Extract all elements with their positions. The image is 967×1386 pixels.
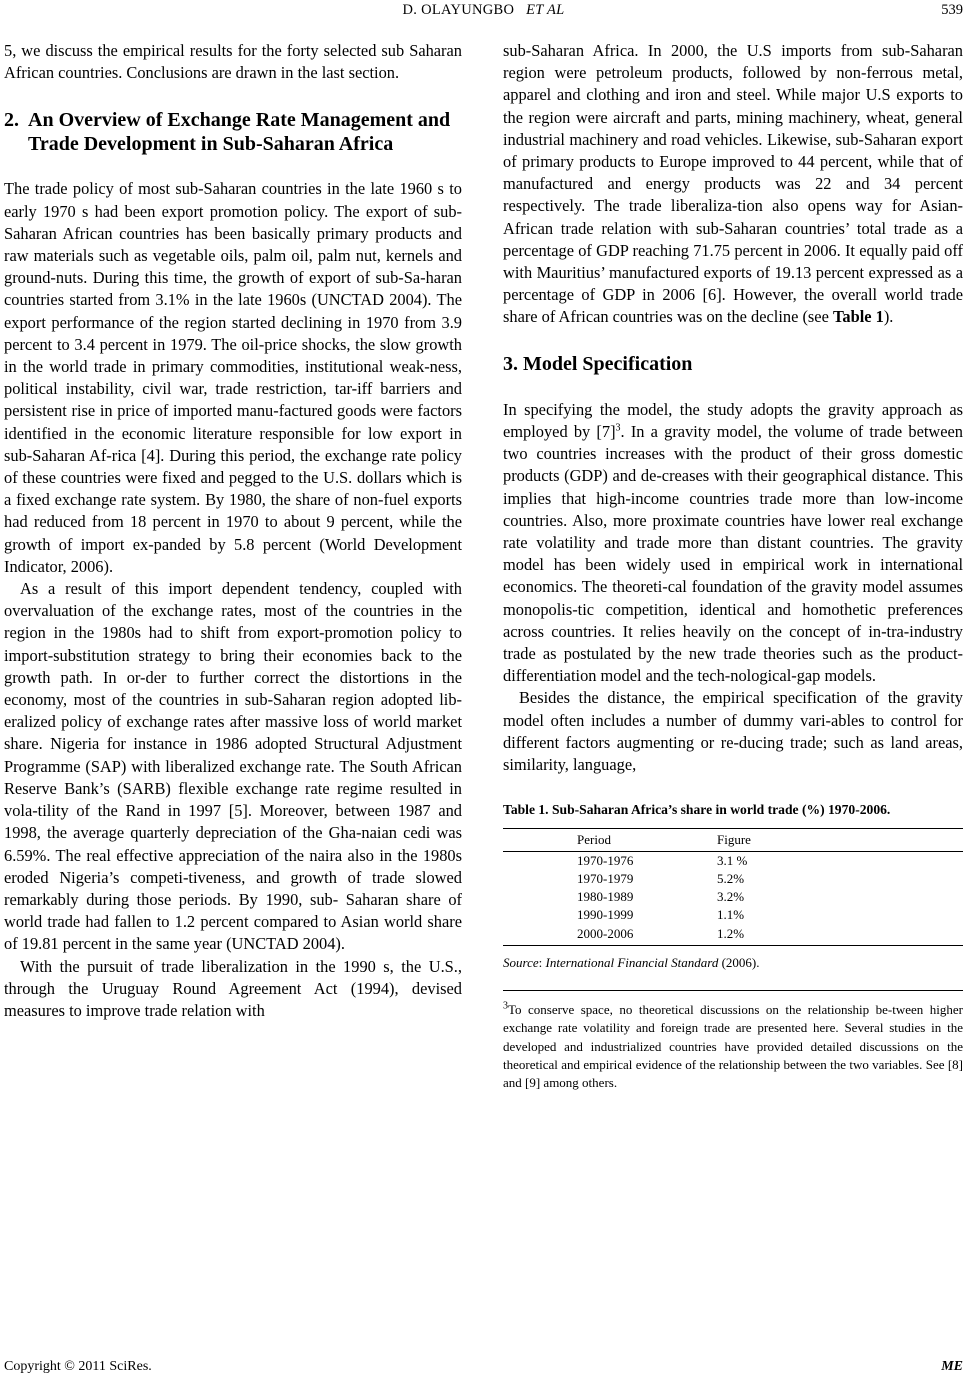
table-row [503, 851, 963, 870]
table-cell: 2000-2006 [503, 925, 717, 946]
table-row [503, 870, 963, 888]
page-number: 539 [941, 2, 963, 18]
running-head-authors [0, 2, 967, 19]
text-run: sub-Saharan Africa. In 2000, the U.S imports from sub-Saharan region were petroleum products, followed by non-ferrous metal, apparel and clothing and iron and steel. While major U.S exports to the region were aircraft and parts, mining machinery, wheat, general industrial machinery and road vehicles. Likewise, sub-Saharan export of primary products to Europe improved to 44 percent, while that of manufactured and energy products was 22 and 34 percent respectively. The trade liberaliza-tion also opens way for Asian-African trade relation with sub-Saharan countries’ total trade as a percentage of GDP reaching 71.75 percent in 2006. It equally paid off with Mauritius’ manufactured exports of 19.13 percent expressed as a percentage of GDP in 2006 [6]. However, the overall world trade share of African countries was on the decline (see [503, 41, 963, 327]
section-2-heading [4, 108, 462, 156]
page-footer [4, 1359, 963, 1381]
source-year: (2006). [718, 955, 760, 971]
column-header: Period [503, 829, 717, 851]
section-3-heading: 3. Model Specification [503, 352, 693, 375]
table-source: Source: International Financial Standard (2006). [503, 955, 760, 971]
text-run: ). [883, 307, 894, 327]
text-run: In specifying the model, the study adopts the gravity approach as employed by [7] [503, 399, 963, 442]
column-header: Figure [717, 829, 963, 851]
copyright-notice: Copyright © 2011 SciRes. [4, 1359, 152, 1374]
body-paragraph: The trade policy of most sub-Saharan countries in the late 1960 s to early 1970 s had been export promotion policy. The export of sub-Saharan African countries has been basically primary products and raw materials such as vegetable oils, palm oil, palm nut, kernels and ground-nuts. During this time, the growth of export of sub-Sa-haran countries started from 3.1% in the late 1960s (UNCTAD 2004). The export performance of the region started declining in 1970 from 3.9 percent to 3.4 percent in 1979. The oil-price shocks, the slow growth in the world trade in primary commodities, institutional weak-ness, political instability, civil war, trade restriction, tar-iff barriers and persistent rise in price of imported manu-factured goods were factors identified in the economic literature responsible for low export in sub-Saharan Af-rica [4]. During this period, the exchange rate policy of these countries were fixed and pegged to the U.S. dollars which is a fixed exchange rate system. By 1980, the share of non-fuel exports had reduced from 18 percent in 1970 to about 9 percent, while the growth of import ex-panded by 5.8 percent (World Development Indicator, 2006). [4, 179, 462, 576]
body-paragraph: As a result of this import dependent tendency, coupled with overvaluation of the exchange rates, most of the countries in the region in the 1980s had to shift from export-promotion policy to import-substitution strategy to bring their economies back to the growth path. In or-der to further correct the distortions in the economy, most of the countries in sub-Saharan region adopted lib-eralized policy of exchange rates after massive loss of world market share. Nigeria for instance in 1986 adopted Structural Adjustment Programme (SAP) with liberalized exchange rate. The South African Reserve Bank’s (SARB) flexible exchange rate regime resulted in vola-tility of the Rand in 1997 [5]. Moreover, between 1987 and 1998, the average quarterly depreciation of the Gha-naian cedi was 6.59%. The real effective appreciation of the naira also in the 1980s eroded Nigeria’s competi-tiveness, and growth of trade slowed remarkably during those periods. By 1990, sub- Saharan share of world trade had fallen to 1.2 percent compared to Asian world share of 19.81 percent in the same year (UNCTAD 2004). [4, 579, 462, 954]
running-head-author-name: D. OLAYUNGBO [402, 2, 515, 18]
table-row [503, 906, 963, 924]
journal-abbreviation: ME [941, 1359, 963, 1374]
table-cell: 5.2% [717, 870, 745, 886]
body-paragraph [503, 399, 963, 688]
text-run: . In a gravity model, the volume of trade between two countries increases with the product of their gross domestic products (GDP) and de-creases with their geographical distance. This implies that high-income countries trade more than low-income countries. Also, more proximate countries have lower real exchange rate volatility and trade more than distant countries. The gravity model has been widely used in empirical work in international economics. The theoreti-cal foundation of the gravity model assumes monopolis-tic competition, identical and homothetic preferences across countries. It relies heavily on the concept of in-tra-industry trade as postulated by the new trade theories such as the product-differentiation model and the tech-nological-gap models. [503, 422, 963, 686]
body-paragraph: With the pursuit of trade liberalization in the 1990 s, the U.S., through the Uruguay Round Agreement Act (1994), devised measures to improve trade relation with [4, 956, 462, 1020]
source-label: Source [503, 955, 539, 971]
running-head [0, 0, 967, 26]
source-name: International Financial Standard [545, 955, 719, 971]
table-cell: 1970-1979 [577, 870, 634, 886]
table-cell: 1.2% [717, 925, 963, 946]
table-header-row [503, 829, 963, 851]
footnote [503, 1001, 963, 1092]
running-head-et-al: ET AL [526, 2, 565, 18]
table-cell: 1980-1989 [577, 889, 634, 905]
table-cell: 3.1 % [717, 852, 748, 868]
table-cell: 1990-1999 [577, 907, 634, 923]
footnote-marker: 3 [503, 1000, 508, 1012]
table-row [503, 888, 963, 906]
table-row [503, 925, 963, 946]
body-paragraph [503, 40, 963, 329]
footnote-text: To conserve space, no theoretical discussions on the relationship be-tween higher exchange rate volatility and foreign trade are presented here. Several studies in the developed and industrialized countries have provided detailed discussions on the theoretical and empirical evidence of the relationship between the two variables. See [8] and [9] among others. [503, 1002, 963, 1091]
footnote-divider [503, 990, 963, 991]
table-cell: 1.1% [717, 907, 745, 923]
table-cell: 3.2% [717, 889, 745, 905]
left-column [4, 40, 462, 1022]
footnote-marker: 3 [615, 422, 621, 434]
table-caption: Table 1. Sub-Saharan Africa’s share in world trade (%) 1970-2006. [503, 802, 891, 818]
section-2-number: 2. [4, 109, 19, 132]
right-column [503, 40, 963, 1093]
body-paragraph: Besides the distance, the empirical specification of the gravity model often includes a number of dummy vari-ables to control for different factors augmenting or re-ducing trade; such as land areas, similarity, language, [503, 688, 963, 775]
table-reference: Table 1 [832, 307, 884, 327]
data-table [503, 828, 963, 946]
section-2-title: An Overview of Exchange Rate Management and Trade Development in Sub-Saharan Africa [28, 109, 451, 156]
intro-paragraph: 5, we discuss the empirical results for the forty selected sub Saharan African countries. Conclusions are drawn in the last section. [4, 41, 462, 83]
table-cell: 1970-1976 [577, 852, 634, 868]
